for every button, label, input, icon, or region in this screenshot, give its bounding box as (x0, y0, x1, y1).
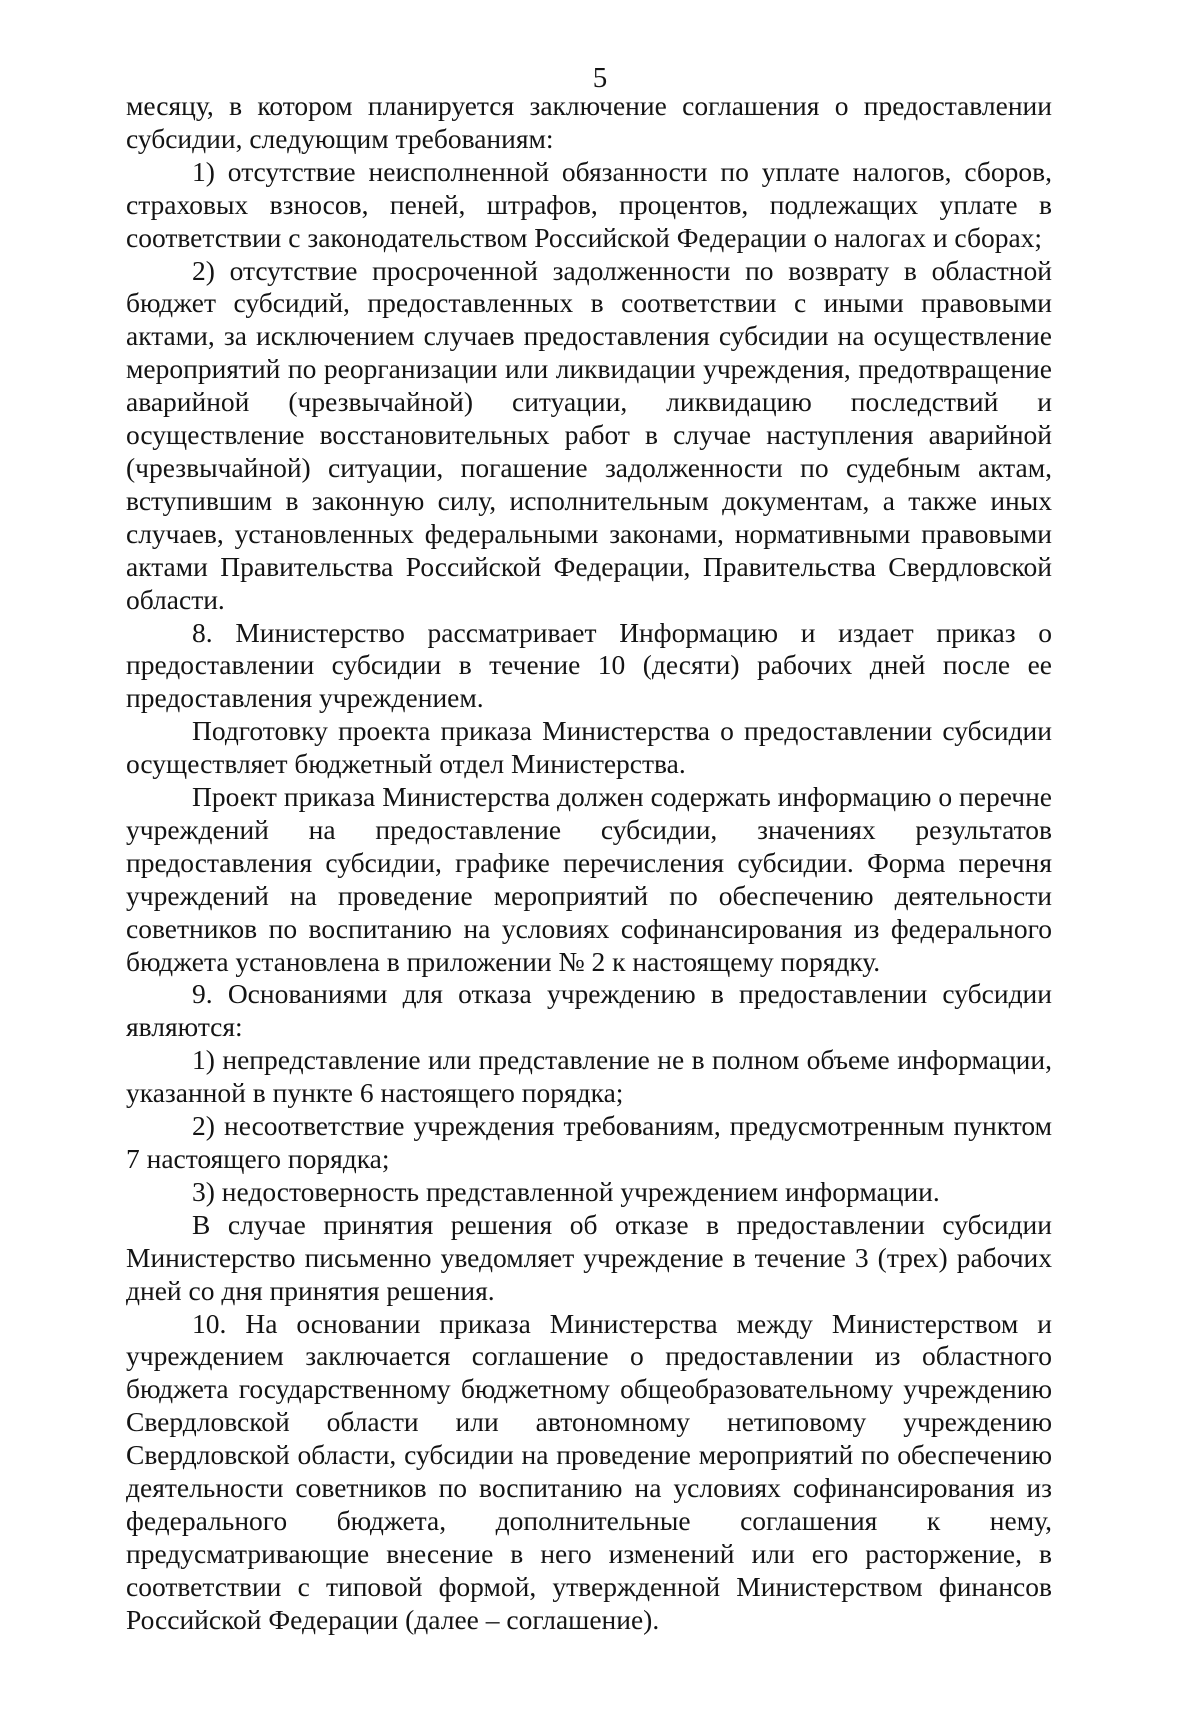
paragraph-requirement-2: 2) отсутствие просроченной задолженности по возврату в областной бюджет субсидий, предоставленных в соответствии с иными правовыми актами, за исключением случаев предоставления субсидии на осуществление мероприятий по реорганизации или ликвидации учреждения, предотвращение аварийной (чрезвычайной) ситуации, ликвидацию последствий и осуществление восстановительных работ в случае наступления аварийной (чрезвычайной) ситуации, погашение задолженности по судебным актам, вступившим в законную силу, исполнительным документам, а также иных случаев, установленных федеральными законами, нормативными правовыми актами Правительства Российской Федерации, Правительства Свердловской области. (126, 254, 1052, 615)
paragraph-continuation: месяцу, в котором планируется заключение соглашения о предоставлении субсидии, следующим требованиям: (126, 90, 1052, 154)
document-body (126, 90, 1052, 1637)
paragraph-item-9: 9. Основаниями для отказа учреждению в предоставлении субсидии являются: (126, 978, 1052, 1043)
paragraph-refusal-1: 1) непредставление или представление не в полном объеме информации, указанной в пункте 6 настоящего порядка; (126, 1044, 1052, 1109)
paragraph-refusal-3: 3) недостоверность представленной учреждением информации. (192, 1175, 940, 1207)
paragraph-order-preparation: Подготовку проекта приказа Министерства о предоставлении субсидии осуществляет бюджетный отдел Министерства. (126, 715, 1052, 780)
paragraph-refusal-notice: В случае принятия решения об отказе в предоставлении субсидии Министерство письменно уведомляет учреждение в течение 3 (трех) рабочих дней со дня принятия решения. (126, 1208, 1052, 1306)
paragraph-item-8: 8. Министерство рассматривает Информацию и издает приказ о предоставлении субсидии в течение 10 (десяти) рабочих дней после ее предоставления учреждением. (126, 616, 1052, 714)
paragraph-order-content: Проект приказа Министерства должен содержать информацию о перечне учреждений на предоставление субсидии, значениях результатов предоставления субсидии, графике перечисления субсидии. Форма перечня учреждений на проведение мероприятий по обеспечению деятельности советников по воспитанию на условиях софинансирования из федерального бюджета установлена в приложении № 2 к настоящему порядку. (126, 781, 1052, 977)
paragraph-requirement-1: 1) отсутствие неисполненной обязанности по уплате налогов, сборов, страховых взносов, пеней, штрафов, процентов, подлежащих уплате в соответствии с законодательством Российской Федерации о налогах и сборах; (126, 155, 1052, 253)
page-number: 5 (592, 62, 608, 94)
paragraph-refusal-2: 2) несоответствие учреждения требованиям, предусмотренным пунктом 7 настоящего порядка; (126, 1110, 1052, 1174)
paragraph-item-10: 10. На основании приказа Министерства между Министерством и учреждением заключается соглашение о предоставлении из областного бюджета государственному бюджетному общеобразовательному учреждению Свердловской области или автономному нетиповому учреждению Свердловской области, субсидии на проведение мероприятий по обеспечению деятельности советников по воспитанию на условиях софинансирования из федерального бюджета, дополнительные соглашения к нему, предусматривающие внесение в него изменений или его расторжение, в соответствии с типовой формой, утвержденной Министерством финансов Российской Федерации (далее – соглашение). (126, 1307, 1052, 1635)
